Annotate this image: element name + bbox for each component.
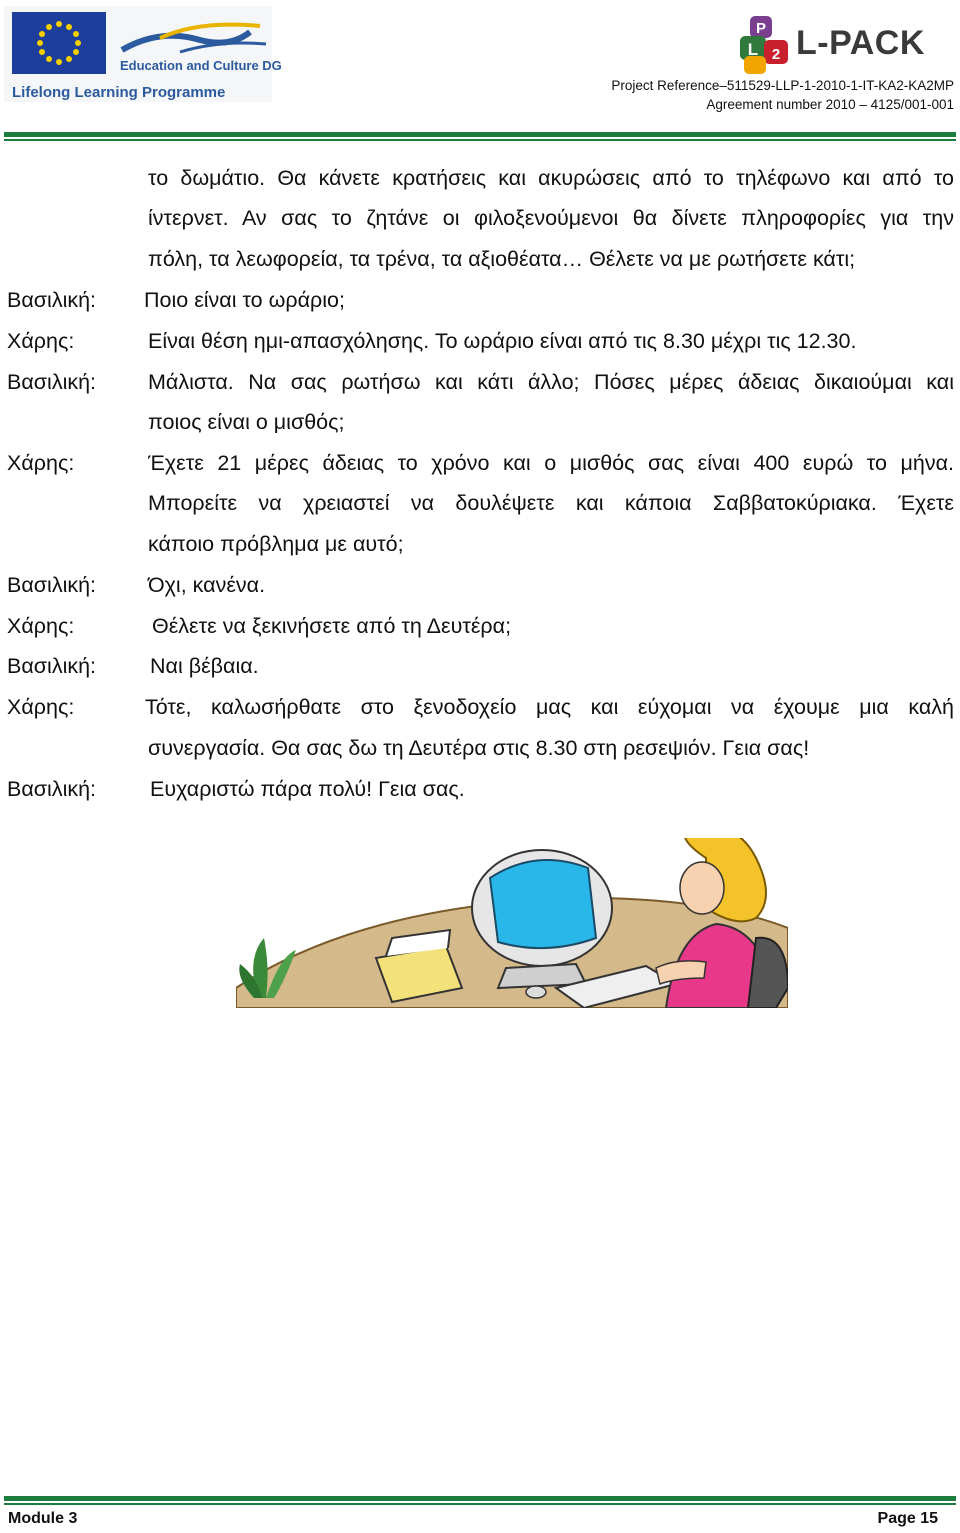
logo-letter-2: 2 xyxy=(771,46,781,63)
speaker-label: Βασιλική: xyxy=(7,288,97,312)
education-culture-swoosh-icon xyxy=(120,18,270,58)
dialogue-line: πόλη, τα λεωφορεία, τα τρένα, τα αξιοθέατα… Θέλετε να με ρωτήσετε κάτι; xyxy=(148,247,856,271)
lpack-title: L-PACK xyxy=(796,24,925,62)
dialogue-line: ποιος είναι ο μισθός; xyxy=(148,410,345,434)
eu-dg-label: Education and Culture DG xyxy=(120,58,282,73)
dialogue-line: Ποιο είναι το ωράριο; xyxy=(144,288,345,312)
dialogue-line: Είναι θέση ημι-απασχόλησης. Το ωράριο είναι από τις 8.30 μέχρι τις 12.30. xyxy=(148,329,857,353)
eu-programme-label: Lifelong Learning Programme xyxy=(12,84,226,101)
speaker-label: Χάρης: xyxy=(7,614,75,638)
footer-divider-thin xyxy=(4,1503,956,1505)
eu-flag-icon xyxy=(12,12,106,74)
dialogue-line: Θέλετε να ξεκινήσετε από τη Δευτέρα; xyxy=(152,614,512,638)
dialogue-line: Ευχαριστώ πάρα πολύ! Γεια σας. xyxy=(150,777,465,801)
logo-letter-p: P xyxy=(755,20,767,37)
eu-logo-block xyxy=(4,6,282,102)
project-reference: Project Reference–511529-LLP-1-2010-1-IT-KA2-KA2MP xyxy=(611,78,954,93)
dialogue-line: κάποιο πρόβλημα με αυτό; xyxy=(148,532,404,556)
dialogue-line: το δωμάτιο. Θα κάνετε κρατήσεις και ακυρώσεις από το τηλέφωνο και από το xyxy=(148,166,954,190)
speaker-label: Χάρης: xyxy=(7,695,75,719)
speaker-label: Βασιλική: xyxy=(7,573,97,597)
dialogue-line: ίντερνετ. Αν σας το ζητάνε οι φιλοξενούμενοι θα δίνετε πληροφορίες για την xyxy=(148,206,954,230)
header-divider-thin xyxy=(4,139,956,141)
dialogue-line: Τότε, καλωσήρθατε στο ξενοδοχείο μας και εύχομαι να έχουμε μια καλή xyxy=(145,695,954,719)
page-number: Page 15 xyxy=(877,1510,938,1527)
receptionist-illustration xyxy=(236,838,788,1008)
module-label: Module 3 xyxy=(8,1510,78,1527)
speaker-label: Βασιλική: xyxy=(7,370,97,394)
agreement-number: Agreement number 2010 – 4125/001-001 xyxy=(706,97,954,112)
dialogue-line: Έχετε 21 μέρες άδειας το χρόνο και ο μισθός σας είναι 400 ευρώ το μήνα. xyxy=(148,451,954,475)
dialogue-line: Μπορείτε να χρειαστεί να δουλέψετε και κάποια Σαββατοκύριακα. Έχετε xyxy=(148,491,954,515)
speaker-label: Βασιλική: xyxy=(7,777,97,801)
footer-divider xyxy=(4,1496,956,1501)
logo-letter-l: L xyxy=(747,40,759,59)
speaker-label: Χάρης: xyxy=(7,451,75,475)
dialogue-line: συνεργασία. Θα σας δω τη Δευτέρα στις 8.30 στη ρεσεψιόν. Γεια σας! xyxy=(148,736,810,760)
dialogue-line: Όχι, κανένα. xyxy=(148,573,266,597)
dialogue-line: Ναι βέβαια. xyxy=(150,654,259,678)
dialogue-line: Μάλιστα. Να σας ρωτήσω και κάτι άλλο; Πόσες μέρες άδειας δικαιούμαι και xyxy=(148,370,954,394)
header-divider xyxy=(4,132,956,137)
speaker-label: Βασιλική: xyxy=(7,654,97,678)
speaker-label: Χάρης: xyxy=(7,329,75,353)
